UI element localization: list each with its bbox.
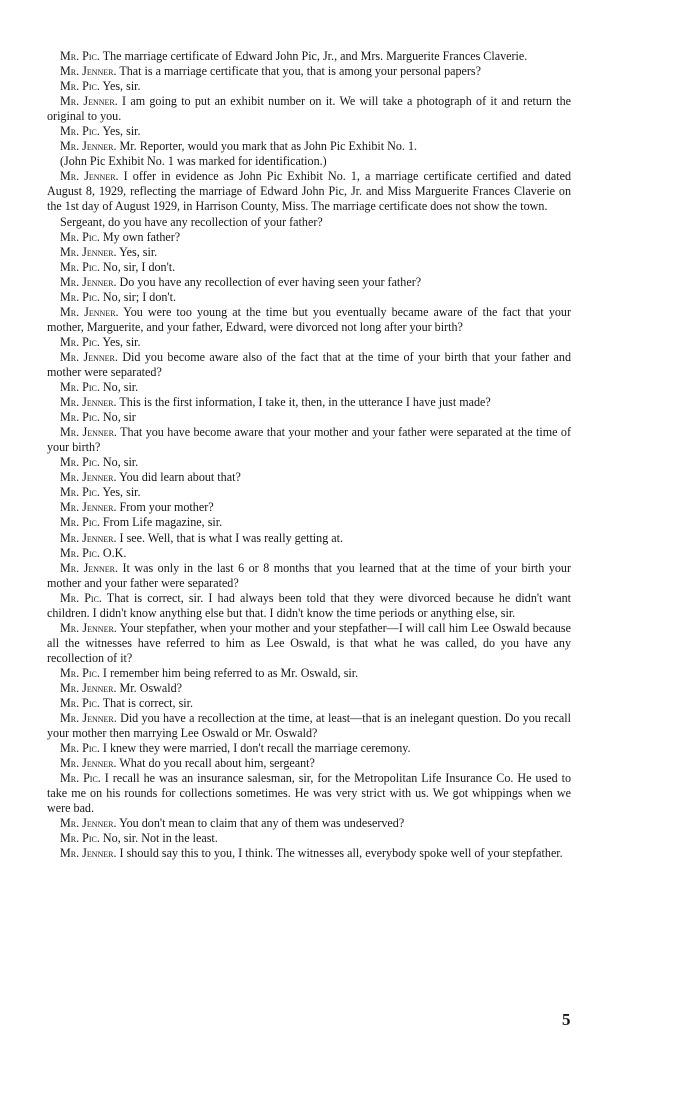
transcript-paragraph bbox=[47, 290, 571, 305]
paragraph-text: Did you become aware also of the fact that at the time of your birth that your father and mother were separated? bbox=[47, 349, 572, 379]
speaker-label: Mr. Pic. bbox=[60, 259, 100, 274]
speaker-label: Mr. Jenner. bbox=[60, 304, 119, 319]
speaker-label: Mr. Jenner. bbox=[60, 756, 117, 771]
paragraph-text: I see. Well, that is what I was really getting at. bbox=[116, 530, 344, 545]
transcript-paragraph bbox=[47, 831, 571, 846]
transcript-paragraph bbox=[47, 169, 571, 214]
transcript-paragraph bbox=[47, 696, 571, 711]
speaker-label: Mr. Jenner. bbox=[60, 470, 117, 485]
speaker-label: Mr. Pic. bbox=[60, 455, 100, 470]
paragraph-text: No, sir. Not in the least. bbox=[99, 831, 218, 846]
speaker-label: Mr. Pic. bbox=[60, 49, 100, 63]
paragraph-text: From your mother? bbox=[116, 500, 214, 515]
speaker-label: Mr. Pic. bbox=[60, 124, 100, 139]
transcript-paragraph bbox=[47, 395, 571, 410]
transcript-paragraph bbox=[47, 741, 571, 756]
page-number: 5 bbox=[562, 1010, 571, 1029]
paragraph-text: Mr. Reporter, would you mark that as John Pic Exhibit No. 1. bbox=[116, 139, 418, 154]
paragraph-text: That you have become aware that your mother and your father were separated at the time of your birth? bbox=[47, 425, 571, 455]
transcript-paragraph bbox=[47, 139, 571, 154]
transcript-paragraph bbox=[47, 154, 571, 169]
speaker-label: Mr. Pic. bbox=[60, 229, 100, 244]
transcript-paragraph bbox=[47, 305, 571, 335]
speaker-label: Mr. Pic. bbox=[60, 545, 100, 560]
speaker-label: Mr. Jenner. bbox=[60, 560, 118, 575]
paragraph-text: Sergeant, do you have any recollection of your father? bbox=[60, 214, 323, 229]
paragraph-text: My own father? bbox=[99, 229, 181, 244]
transcript-paragraph bbox=[47, 335, 571, 350]
speaker-label: Mr. Jenner. bbox=[60, 530, 117, 545]
transcript-body bbox=[47, 49, 571, 862]
paragraph-text: Do you have any recollection of ever having seen your father? bbox=[116, 274, 422, 289]
speaker-label: Mr. Pic. bbox=[60, 380, 100, 395]
paragraph-text: This is the first information, I take it, then, in the utterance I have just made? bbox=[116, 395, 491, 410]
speaker-label: Mr. Pic. bbox=[60, 334, 100, 349]
speaker-label: Mr. Jenner. bbox=[60, 846, 117, 861]
speaker-label: Mr. Jenner. bbox=[60, 244, 117, 259]
transcript-paragraph bbox=[47, 621, 571, 666]
paragraph-text: What do you recall about him, sergeant? bbox=[116, 756, 315, 771]
speaker-label: Mr. Pic. bbox=[60, 79, 100, 94]
paragraph-text: Did you have a recollection at the time, at least—that is an inelegant question. Do you recall your mother then marrying Lee Oswald or Mr. Oswald? bbox=[47, 711, 571, 741]
paragraph-text: Yes, sir. bbox=[99, 79, 141, 94]
speaker-label: Mr. Pic. bbox=[60, 665, 100, 680]
transcript-paragraph bbox=[47, 681, 571, 696]
paragraph-text: You don't mean to claim that any of them was undeserved? bbox=[116, 816, 405, 831]
paragraph-text: You were too young at the time but you eventually became aware of the fact that your mother, Marguerite, and your father, Edward, were divorced not long after your birth? bbox=[47, 304, 572, 334]
paragraph-text: You did learn about that? bbox=[116, 470, 241, 485]
paragraph-text: I recall he was an insurance salesman, sir, for the Metropolitan Life Insurance Co. He used to take me on his rounds for collections sometimes. He was very strict with us. We got whippings when we were bad. bbox=[47, 771, 571, 816]
speaker-label: Mr. Jenner. bbox=[60, 620, 117, 635]
transcript-paragraph bbox=[47, 350, 571, 380]
paragraph-text: No, sir bbox=[99, 410, 136, 425]
paragraph-text: That is correct, sir. I had always been told that they were divorced because he didn't want children. I didn't know anything else but that. I didn't know the time periods or anything else, sir. bbox=[47, 590, 571, 620]
transcript-paragraph bbox=[47, 455, 571, 470]
transcript-paragraph bbox=[47, 771, 571, 816]
paragraph-text: Yes, sir. bbox=[99, 124, 141, 139]
speaker-label: Mr. Pic. bbox=[60, 771, 101, 786]
transcript-paragraph bbox=[47, 64, 571, 79]
speaker-label: Mr. Pic. bbox=[60, 289, 100, 304]
paragraph-text: I offer in evidence as John Pic Exhibit No. 1, a marriage certificate certified and dated August 8, 1929, reflecting the marriage of Edward John Pic, Jr. and Miss Marguerite Frances Claverie on the 1st day of August 1929, in Harrison County, Miss. The marriage certificate does not show the town. bbox=[47, 169, 572, 214]
speaker-label: Mr. Pic. bbox=[60, 590, 102, 605]
paragraph-text: (John Pic Exhibit No. 1 was marked for identification.) bbox=[60, 154, 327, 169]
transcript-paragraph bbox=[47, 260, 571, 275]
transcript-paragraph bbox=[47, 245, 571, 260]
speaker-label: Mr. Pic. bbox=[60, 485, 100, 500]
paragraph-text: Yes, sir. bbox=[99, 485, 141, 500]
paragraph-text: The marriage certificate of Edward John Pic, Jr., and Mrs. Marguerite Frances Claverie. bbox=[99, 49, 528, 63]
transcript-paragraph bbox=[47, 816, 571, 831]
transcript-paragraph bbox=[47, 561, 571, 591]
speaker-label: Mr. Jenner. bbox=[60, 349, 118, 364]
speaker-label: Mr. Jenner. bbox=[60, 139, 117, 154]
paragraph-text: I am going to put an exhibit number on it. We will take a photograph of it and return the original to you. bbox=[47, 94, 572, 124]
transcript-paragraph bbox=[47, 546, 571, 561]
speaker-label: Mr. Jenner. bbox=[60, 816, 117, 831]
transcript-paragraph bbox=[47, 485, 571, 500]
transcript-paragraph bbox=[47, 711, 571, 741]
transcript-paragraph bbox=[47, 215, 571, 230]
transcript-paragraph bbox=[47, 79, 571, 94]
paragraph-text: It was only in the last 6 or 8 months that you learned that at the time of your birth your mother and your father were separated? bbox=[47, 560, 571, 590]
paragraph-text: O.K. bbox=[99, 545, 127, 560]
paragraph-text: No, sir, I don't. bbox=[99, 259, 176, 274]
paragraph-text: That is a marriage certificate that you, that is among your personal papers? bbox=[116, 64, 482, 79]
speaker-label: Mr. Jenner. bbox=[60, 711, 117, 726]
transcript-paragraph bbox=[47, 94, 571, 124]
transcript-paragraph bbox=[47, 666, 571, 681]
transcript-paragraph bbox=[47, 500, 571, 515]
transcript-paragraph bbox=[47, 230, 571, 245]
speaker-label: Mr. Jenner. bbox=[60, 395, 117, 410]
paragraph-text: I should say this to you, I think. The witnesses all, everybody spoke well of your stepfather. bbox=[116, 846, 563, 861]
paragraph-text: From Life magazine, sir. bbox=[99, 515, 223, 530]
paragraph-text: I knew they were married, I don't recall the marriage ceremony. bbox=[99, 741, 411, 756]
transcript-paragraph bbox=[47, 846, 571, 861]
speaker-label: Mr. Jenner. bbox=[60, 680, 117, 695]
transcript-paragraph bbox=[47, 49, 571, 64]
transcript-paragraph bbox=[47, 410, 571, 425]
paragraph-text: Your stepfather, when your mother and your stepfather—I will call him Lee Oswald because all the witnesses have referred to him as Lee Oswald, is that what he was called, do you have any recollection of it? bbox=[47, 620, 572, 665]
transcript-paragraph bbox=[47, 470, 571, 485]
transcript-paragraph bbox=[47, 425, 571, 455]
paragraph-text: Yes, sir. bbox=[116, 244, 158, 259]
speaker-label: Mr. Pic. bbox=[60, 831, 100, 846]
speaker-label: Mr. Jenner. bbox=[60, 64, 117, 79]
paragraph-text: No, sir; I don't. bbox=[99, 289, 176, 304]
paragraph-text: No, sir. bbox=[99, 380, 139, 395]
speaker-label: Mr. Jenner. bbox=[60, 94, 118, 109]
speaker-label: Mr. Jenner. bbox=[60, 169, 119, 184]
speaker-label: Mr. Pic. bbox=[60, 515, 100, 530]
speaker-label: Mr. Jenner. bbox=[60, 274, 117, 289]
transcript-paragraph bbox=[47, 124, 571, 139]
speaker-label: Mr. Pic. bbox=[60, 696, 100, 711]
transcript-paragraph bbox=[47, 531, 571, 546]
paragraph-text: I remember him being referred to as Mr. Oswald, sir. bbox=[99, 665, 359, 680]
speaker-label: Mr. Pic. bbox=[60, 410, 100, 425]
paragraph-text: No, sir. bbox=[99, 455, 139, 470]
paragraph-text: Mr. Oswald? bbox=[116, 680, 183, 695]
transcript-paragraph bbox=[47, 275, 571, 290]
transcript-paragraph bbox=[47, 380, 571, 395]
speaker-label: Mr. Pic. bbox=[60, 741, 100, 756]
transcript-paragraph bbox=[47, 756, 571, 771]
transcript-paragraph bbox=[47, 591, 571, 621]
paragraph-text: Yes, sir. bbox=[99, 334, 141, 349]
transcript-paragraph bbox=[47, 515, 571, 530]
speaker-label: Mr. Jenner. bbox=[60, 425, 117, 440]
paragraph-text: That is correct, sir. bbox=[99, 696, 194, 711]
speaker-label: Mr. Jenner. bbox=[60, 500, 117, 515]
